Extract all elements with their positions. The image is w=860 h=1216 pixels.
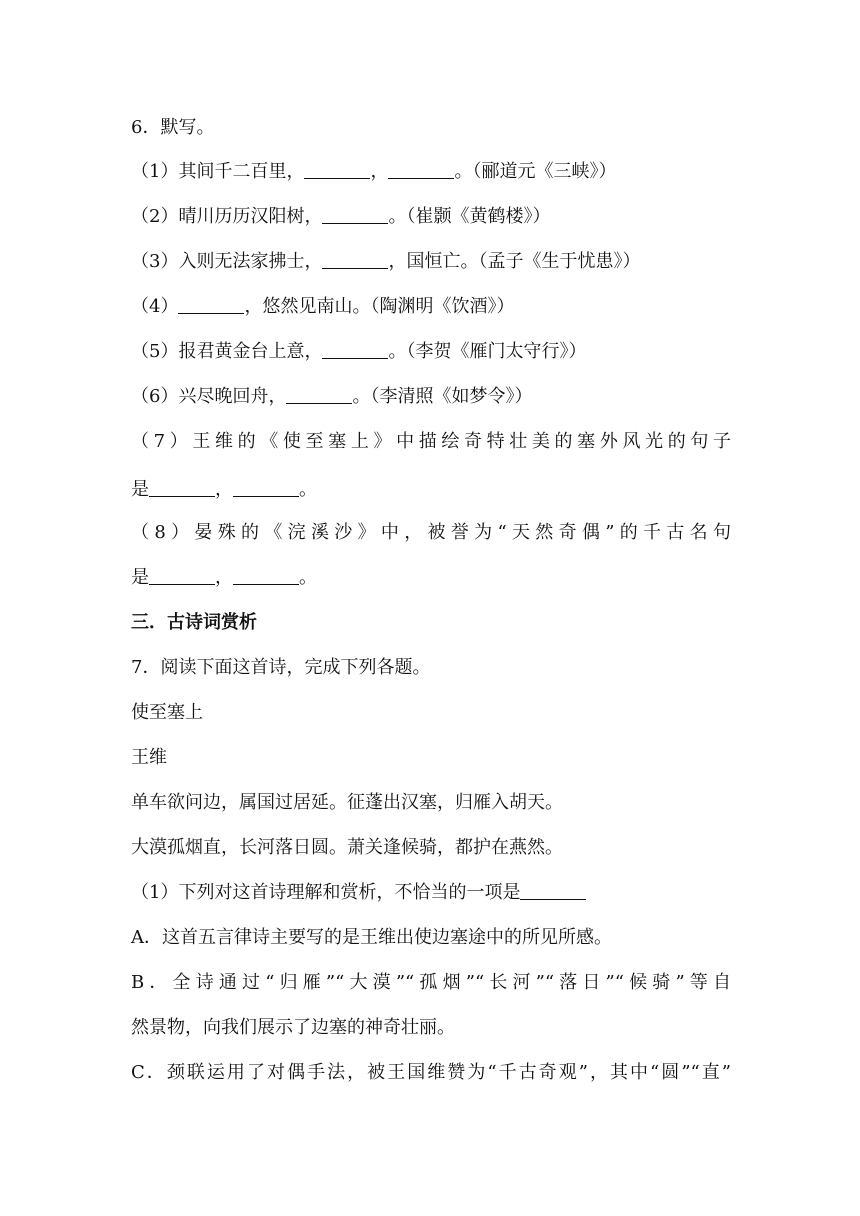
answer-blank[interactable] bbox=[304, 160, 370, 179]
answer-blank[interactable] bbox=[178, 295, 244, 314]
q6-item-2-text-a: （2）晴川历历汉阳树， bbox=[131, 206, 323, 227]
answer-blank[interactable] bbox=[388, 160, 454, 179]
q6-item-1-text-c: 。（郦道元《三峡》） bbox=[454, 161, 617, 182]
q6-item-6 bbox=[131, 383, 731, 411]
answer-blank[interactable] bbox=[149, 566, 215, 585]
q6-item-8-mid: ， bbox=[215, 567, 233, 588]
q6-item-6-text-a: （6）兴尽晚回舟， bbox=[131, 386, 287, 407]
answer-blank[interactable] bbox=[149, 478, 215, 497]
answer-blank[interactable] bbox=[322, 205, 388, 224]
q6-item-1-text-a: （1）其间千二百里， bbox=[131, 161, 305, 182]
option-b-line2: 然景物，向我们展示了边塞的神奇壮丽。 bbox=[131, 1017, 455, 1038]
q6-item-8-pre: 是 bbox=[131, 567, 149, 588]
q6-item-2-text-b: 。（崔颢《黄鹤楼》） bbox=[388, 206, 551, 227]
q6-item-3-text-a: （3）入则无法家拂士， bbox=[131, 251, 323, 272]
q6-title: 6．默写。 bbox=[131, 117, 215, 138]
q6-item-8-line2 bbox=[131, 564, 731, 592]
option-b-line1: B．全诗通过“归雁”“大漠”“孤烟”“长河”“落日”“候骑”等自 bbox=[131, 972, 731, 993]
poem-title: 使至塞上 bbox=[131, 702, 203, 723]
q6-item-3-text-b: ，国恒亡。（孟子《生于忧患》） bbox=[388, 251, 641, 272]
option-c-line1: C．颈联运用了对偶手法，被王国维赞为“千古奇观”，其中“圆”“直” bbox=[131, 1062, 731, 1083]
q6-item-4-text-b: ，悠然见南山。（陶渊明《饮酒》） bbox=[244, 296, 515, 317]
q6-item-1-text-b: ， bbox=[370, 161, 389, 182]
q7-sub-1 bbox=[131, 879, 731, 907]
q6-item-7-mid: ， bbox=[215, 479, 233, 500]
answer-blank[interactable] bbox=[520, 881, 586, 900]
answer-blank[interactable] bbox=[233, 478, 299, 497]
q7-sub-1-text: （1）下列对这首诗理解和赏析，不恰当的一项是 bbox=[131, 882, 521, 903]
q6-item-7-line2 bbox=[131, 476, 731, 504]
answer-blank[interactable] bbox=[286, 385, 352, 404]
option-a: A．这首五言律诗主要写的是王维出使边塞途中的所见所感。 bbox=[131, 927, 612, 948]
answer-blank[interactable] bbox=[322, 340, 388, 359]
q6-item-3 bbox=[131, 248, 731, 276]
poem-line-1: 单车欲问边，属国过居延。征蓬出汉塞，归雁入胡天。 bbox=[131, 792, 563, 813]
poem-author: 王维 bbox=[131, 747, 167, 768]
q7-title: 7．阅读下面这首诗，完成下列各题。 bbox=[131, 657, 431, 678]
q6-item-7-line1: （7）王维的《使至塞上》中描绘奇特壮美的塞外风光的句子 bbox=[131, 431, 731, 452]
q6-item-4 bbox=[131, 293, 731, 321]
q6-item-5-text-b: 。（李贺《雁门太守行》） bbox=[388, 341, 587, 362]
section-3-heading: 三．古诗词赏析 bbox=[131, 612, 257, 633]
q6-item-8-end: 。 bbox=[299, 567, 317, 588]
q6-item-4-text-a: （4） bbox=[131, 296, 179, 317]
poem-line-2: 大漠孤烟直，长河落日圆。萧关逢候骑，都护在燕然。 bbox=[131, 837, 563, 858]
answer-blank[interactable] bbox=[322, 250, 388, 269]
q6-item-5 bbox=[131, 338, 731, 366]
answer-blank[interactable] bbox=[233, 566, 299, 585]
q6-item-6-text-b: 。（李清照《如梦令》） bbox=[352, 386, 533, 407]
q6-item-2 bbox=[131, 203, 731, 231]
q6-item-8-line1: （8）晏殊的《浣溪沙》中，被誉为“天然奇偶”的千古名句 bbox=[131, 522, 731, 543]
q6-item-1 bbox=[131, 158, 731, 186]
q6-item-5-text-a: （5）报君黄金台上意， bbox=[131, 341, 323, 362]
q6-item-7-pre: 是 bbox=[131, 479, 149, 500]
q6-item-7-end: 。 bbox=[299, 479, 317, 500]
